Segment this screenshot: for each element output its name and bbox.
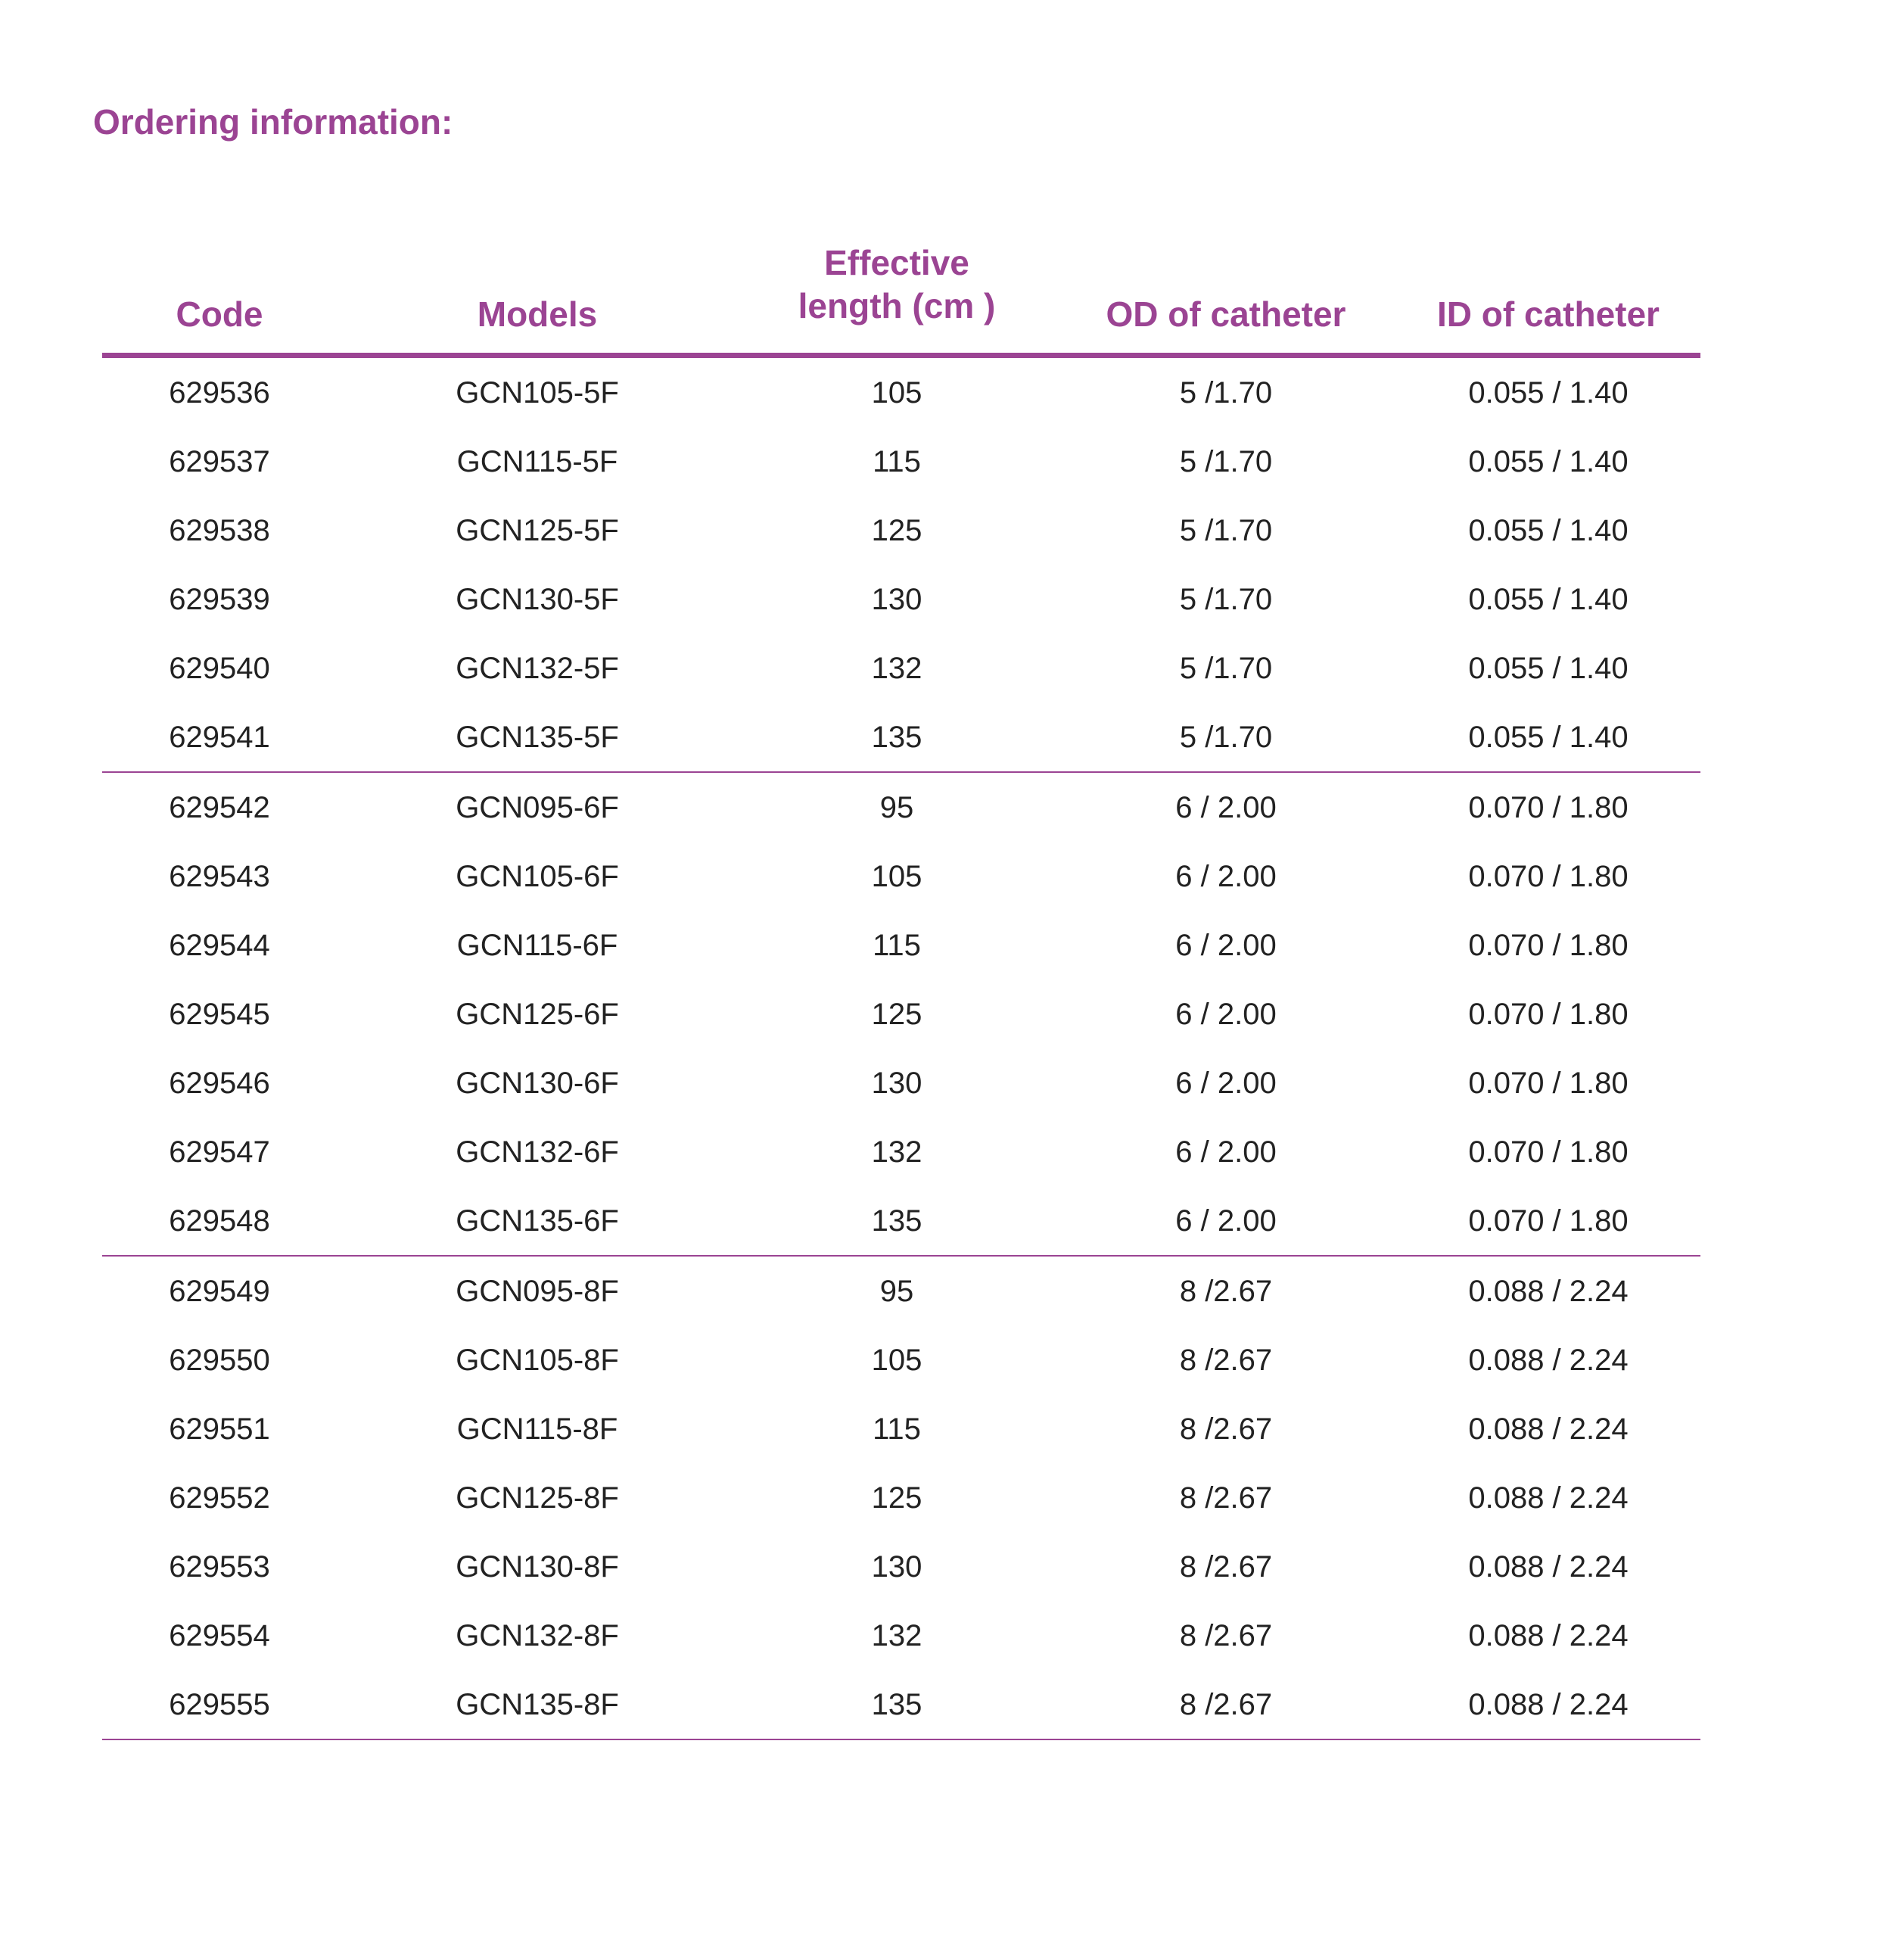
- table-row: [102, 356, 1700, 428]
- table-row: [102, 496, 1700, 565]
- table-row: [102, 1670, 1700, 1739]
- od-cell: 6 / 2.00: [1056, 1186, 1396, 1256]
- header-effective-length-line2: length (cm ): [798, 286, 996, 325]
- od-cell: 8 /2.67: [1179, 1549, 1273, 1584]
- model-cell: GCN115-5F: [456, 444, 618, 478]
- code-cell: 629545: [169, 997, 270, 1031]
- od-cell: 6 / 2.00: [1175, 997, 1277, 1031]
- length-cell: 115: [873, 444, 921, 478]
- od-cell: 6 / 2.00: [1175, 928, 1277, 962]
- length-cell: 132: [871, 1618, 922, 1652]
- code-cell: 629543: [169, 859, 270, 893]
- od-cell: 8 /2.67: [1179, 1343, 1273, 1377]
- table-row: [102, 1048, 1700, 1117]
- table-row: [102, 772, 1700, 842]
- code-cell: 629550: [169, 1343, 270, 1377]
- length-cell: 132: [871, 651, 922, 685]
- table-row: [102, 842, 1700, 911]
- table-row: [102, 1325, 1700, 1394]
- length-cell: 135: [738, 702, 1056, 772]
- model-cell: GCN125-5F: [456, 513, 619, 547]
- id-cell: 0.088 / 2.24: [1468, 1549, 1629, 1584]
- id-cell: 0.070 / 1.80: [1468, 790, 1629, 824]
- code-cell: 629542: [169, 790, 270, 824]
- table-row: [102, 1394, 1700, 1463]
- length-cell: 115: [873, 1412, 921, 1446]
- id-cell: 0.055 / 1.40: [1468, 651, 1629, 685]
- table-row: [102, 634, 1700, 702]
- ordering-table: [102, 223, 1700, 1740]
- od-cell: 6 / 2.00: [1175, 790, 1277, 824]
- length-cell: 135: [738, 1186, 1056, 1256]
- code-cell: 629555: [102, 1670, 337, 1739]
- table-row: [102, 1463, 1700, 1532]
- code-cell: 629541: [102, 702, 337, 772]
- id-cell: 0.070 / 1.80: [1468, 859, 1629, 893]
- table-row: [102, 565, 1700, 634]
- id-cell: 0.070 / 1.80: [1468, 1066, 1629, 1100]
- table-row: [102, 702, 1700, 772]
- od-cell: 6 / 2.00: [1175, 1066, 1277, 1100]
- od-cell: 5 /1.70: [1179, 375, 1273, 410]
- model-cell: GCN132-8F: [456, 1618, 619, 1652]
- model-cell: GCN105-5F: [456, 375, 619, 410]
- table-body: [102, 356, 1700, 1740]
- model-cell: GCN095-8F: [456, 1274, 619, 1308]
- length-cell: 125: [871, 1481, 922, 1515]
- code-cell: 629537: [169, 444, 270, 478]
- code-cell: 629548: [102, 1186, 337, 1256]
- code-cell: 629551: [169, 1412, 270, 1446]
- length-cell: 95: [879, 1274, 914, 1308]
- length-cell: 130: [871, 582, 922, 616]
- table-header: [102, 223, 1700, 356]
- id-cell: 0.088 / 2.24: [1468, 1618, 1629, 1652]
- header-effective-length: [738, 223, 1056, 356]
- model-cell: GCN132-5F: [456, 651, 619, 685]
- header-effective-length-line1: Effective: [824, 243, 969, 282]
- code-cell: 629547: [169, 1135, 270, 1169]
- length-cell: 105: [871, 1343, 922, 1377]
- table-row: [102, 1256, 1700, 1325]
- header-row: [102, 223, 1700, 356]
- id-cell: 0.070 / 1.80: [1468, 997, 1629, 1031]
- id-cell: 0.070 / 1.80: [1396, 1186, 1700, 1256]
- model-cell: GCN130-5F: [456, 582, 619, 616]
- id-cell: 0.088 / 2.24: [1468, 1343, 1629, 1377]
- length-cell: 105: [871, 859, 922, 893]
- table-row: [102, 1532, 1700, 1601]
- id-cell: 0.088 / 2.24: [1468, 1274, 1629, 1308]
- code-cell: 629544: [169, 928, 270, 962]
- id-cell: 0.055 / 1.40: [1468, 582, 1629, 616]
- od-cell: 5 /1.70: [1056, 702, 1396, 772]
- model-cell: GCN105-8F: [456, 1343, 619, 1377]
- id-cell: 0.055 / 1.40: [1468, 513, 1629, 547]
- od-cell: 6 / 2.00: [1175, 859, 1277, 893]
- table-row: [102, 427, 1700, 496]
- code-cell: 629536: [169, 375, 270, 410]
- code-cell: 629538: [169, 513, 270, 547]
- table-row: [102, 1117, 1700, 1186]
- code-cell: 629552: [169, 1481, 270, 1515]
- id-cell: 0.070 / 1.80: [1468, 1135, 1629, 1169]
- table-row: [102, 1186, 1700, 1256]
- model-cell: GCN105-6F: [456, 859, 619, 893]
- length-cell: 125: [871, 513, 922, 547]
- id-cell: 0.070 / 1.80: [1468, 928, 1629, 962]
- model-cell: GCN135-6F: [337, 1186, 738, 1256]
- model-cell: GCN130-6F: [456, 1066, 619, 1100]
- table-row: [102, 979, 1700, 1048]
- code-cell: 629546: [169, 1066, 270, 1100]
- id-cell: 0.088 / 2.24: [1396, 1670, 1700, 1739]
- model-cell: GCN130-8F: [456, 1549, 619, 1584]
- od-cell: 5 /1.70: [1179, 582, 1273, 616]
- od-cell: 8 /2.67: [1179, 1481, 1273, 1515]
- od-cell: 8 /2.67: [1179, 1412, 1273, 1446]
- model-cell: GCN125-8F: [456, 1481, 619, 1515]
- model-cell: GCN125-6F: [456, 997, 619, 1031]
- length-cell: 130: [871, 1066, 922, 1100]
- id-cell: 0.055 / 1.40: [1468, 375, 1629, 410]
- code-cell: 629554: [169, 1618, 270, 1652]
- od-cell: 5 /1.70: [1179, 651, 1273, 685]
- code-cell: 629540: [169, 651, 270, 685]
- model-cell: GCN135-5F: [337, 702, 738, 772]
- header-od: OD of catheter: [1056, 223, 1396, 356]
- length-cell: 132: [871, 1135, 922, 1169]
- model-cell: GCN095-6F: [456, 790, 619, 824]
- length-cell: 115: [873, 928, 921, 962]
- header-models: Models: [337, 223, 738, 356]
- length-cell: 95: [879, 790, 914, 824]
- id-cell: 0.088 / 2.24: [1468, 1412, 1629, 1446]
- od-cell: 8 /2.67: [1179, 1274, 1273, 1308]
- length-cell: 105: [871, 375, 922, 410]
- od-cell: 5 /1.70: [1179, 444, 1273, 478]
- table-row: [102, 911, 1700, 979]
- length-cell: 125: [871, 997, 922, 1031]
- id-cell: 0.088 / 2.24: [1468, 1481, 1629, 1515]
- id-cell: 0.055 / 1.40: [1468, 444, 1629, 478]
- model-cell: GCN135-8F: [337, 1670, 738, 1739]
- header-id: ID of catheter: [1396, 223, 1700, 356]
- od-cell: 5 /1.70: [1179, 513, 1273, 547]
- model-cell: GCN115-6F: [456, 928, 618, 962]
- page-title: Ordering information:: [93, 102, 453, 142]
- id-cell: 0.055 / 1.40: [1396, 702, 1700, 772]
- code-cell: 629549: [169, 1274, 270, 1308]
- model-cell: GCN115-8F: [456, 1412, 618, 1446]
- header-code: Code: [102, 223, 337, 356]
- od-cell: 8 /2.67: [1179, 1618, 1273, 1652]
- model-cell: GCN132-6F: [456, 1135, 619, 1169]
- od-cell: 6 / 2.00: [1175, 1135, 1277, 1169]
- length-cell: 130: [871, 1549, 922, 1584]
- code-cell: 629553: [169, 1549, 270, 1584]
- length-cell: 135: [738, 1670, 1056, 1739]
- code-cell: 629539: [169, 582, 270, 616]
- table-row: [102, 1601, 1700, 1670]
- od-cell: 8 /2.67: [1056, 1670, 1396, 1739]
